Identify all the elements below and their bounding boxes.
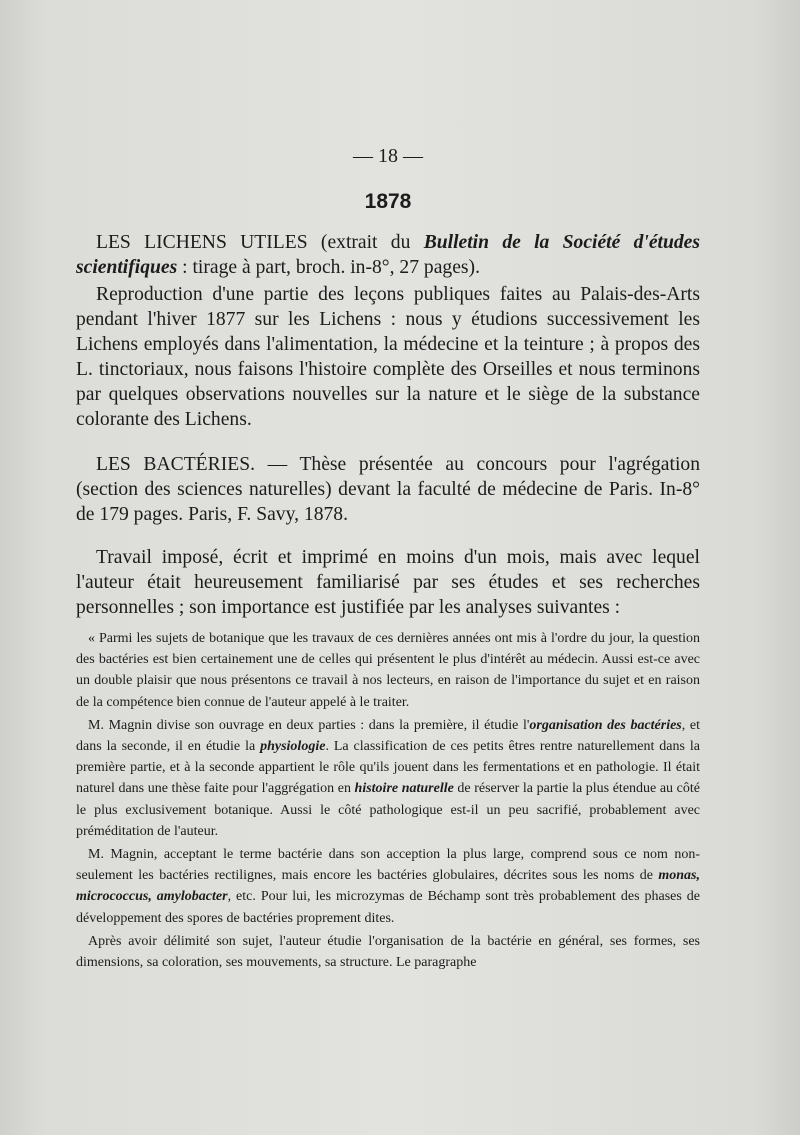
journal-title: Bulletin de la Société d'études scientifiques	[76, 232, 700, 278]
lichens-summary: Reproduction d'une partie des leçons publiques faites au Palais-des-Arts pendant l'hiver 1877 sur les Lichens : nous y étudions successivement les Lichens employés dans l'alimentation, la médecine et la teinture ; à propos des L. tinctoriaux, nous faisons l'histoire complète des Orseilles et nous terminons par quelques observations nouvelles sur la nature et le siège de la substance colorante des Lichens.	[76, 284, 700, 430]
review-paragraph-4: Après avoir délimité son sujet, l'auteur étudie l'organisation de la bactérie en général, ses formes, ses dimensions, sa coloration, ses mouvements, sa structure. Le paragraphe	[76, 933, 700, 971]
page-number: — 18 —	[353, 145, 423, 167]
lichens-title: LES LICHENS UTILES	[96, 232, 308, 253]
lichens-entry: LES LICHENS UTILES (extrait du Bulletin de la Société d'études scientifiques : tirage à part, broch. in-8°, 27 pages).	[76, 232, 700, 278]
review-paragraph-2: M. Magnin divise son ouvrage en deux parties : dans la première, il étudie l'organisation des bactéries, et dans la seconde, il en étudie la physiologie. La classification de ces petits êtres rentre naturellement dans la première partie, et à la seconde appartient le rôle qu'ils jouent dans les fermentations et en pathologie. Il était naturel dans une thèse faite pour l'aggrégation en histoire naturelle de réserver la partie la plus étendue au côté le plus exclusivement botanique. Aussi le côté pathologique est-il un peu sacrifié, probablement avec préméditation de l'auteur.	[76, 717, 701, 839]
review-paragraph-1: « Parmi les sujets de botanique que les travaux de ces dernières années ont mis à l'ordre du jour, la question des bactéries est bien certainement une de celles qui présentent le plus d'intérêt au médecin. Aussi est-ce avec un double plaisir que nous présentons ce travail à nos lecteurs, en raison de l'importance du sujet et en raison de la compétence bien connue de l'auteur appelé à le traiter.	[76, 631, 700, 710]
bacteries-work: Travail imposé, écrit et imprimé en moins d'un mois, mais avec lequel l'auteur était heureusement familiarisé par ses études et ses recherches personnelles ; son importance est justifiée par les analyses suivantes :	[76, 547, 700, 618]
year-heading: 1878	[364, 190, 412, 213]
review-paragraph-3: M. Magnin, acceptant le terme bactérie dans son acception la plus large, comprend sous ce nom non-seulement les bactéries rectilignes, mais encore les bactéries globulaires, décrites sous les noms de monas, micrococcus, amylobacter, etc. Pour lui, les microzymas de Béchamp sont très probablement des phases de développement des spores de bactéries proprement dites.	[76, 847, 701, 926]
bacteries-title: LES BACTÉRIES.	[96, 454, 256, 475]
bacteries-entry: LES BACTÉRIES. — Thèse présentée au concours pour l'agrégation (section des sciences naturelles) devant la faculté de médecine de Paris. In-8° de 179 pages. Paris, F. Savy, 1878.	[76, 454, 700, 525]
text-column	[76, 145, 700, 973]
